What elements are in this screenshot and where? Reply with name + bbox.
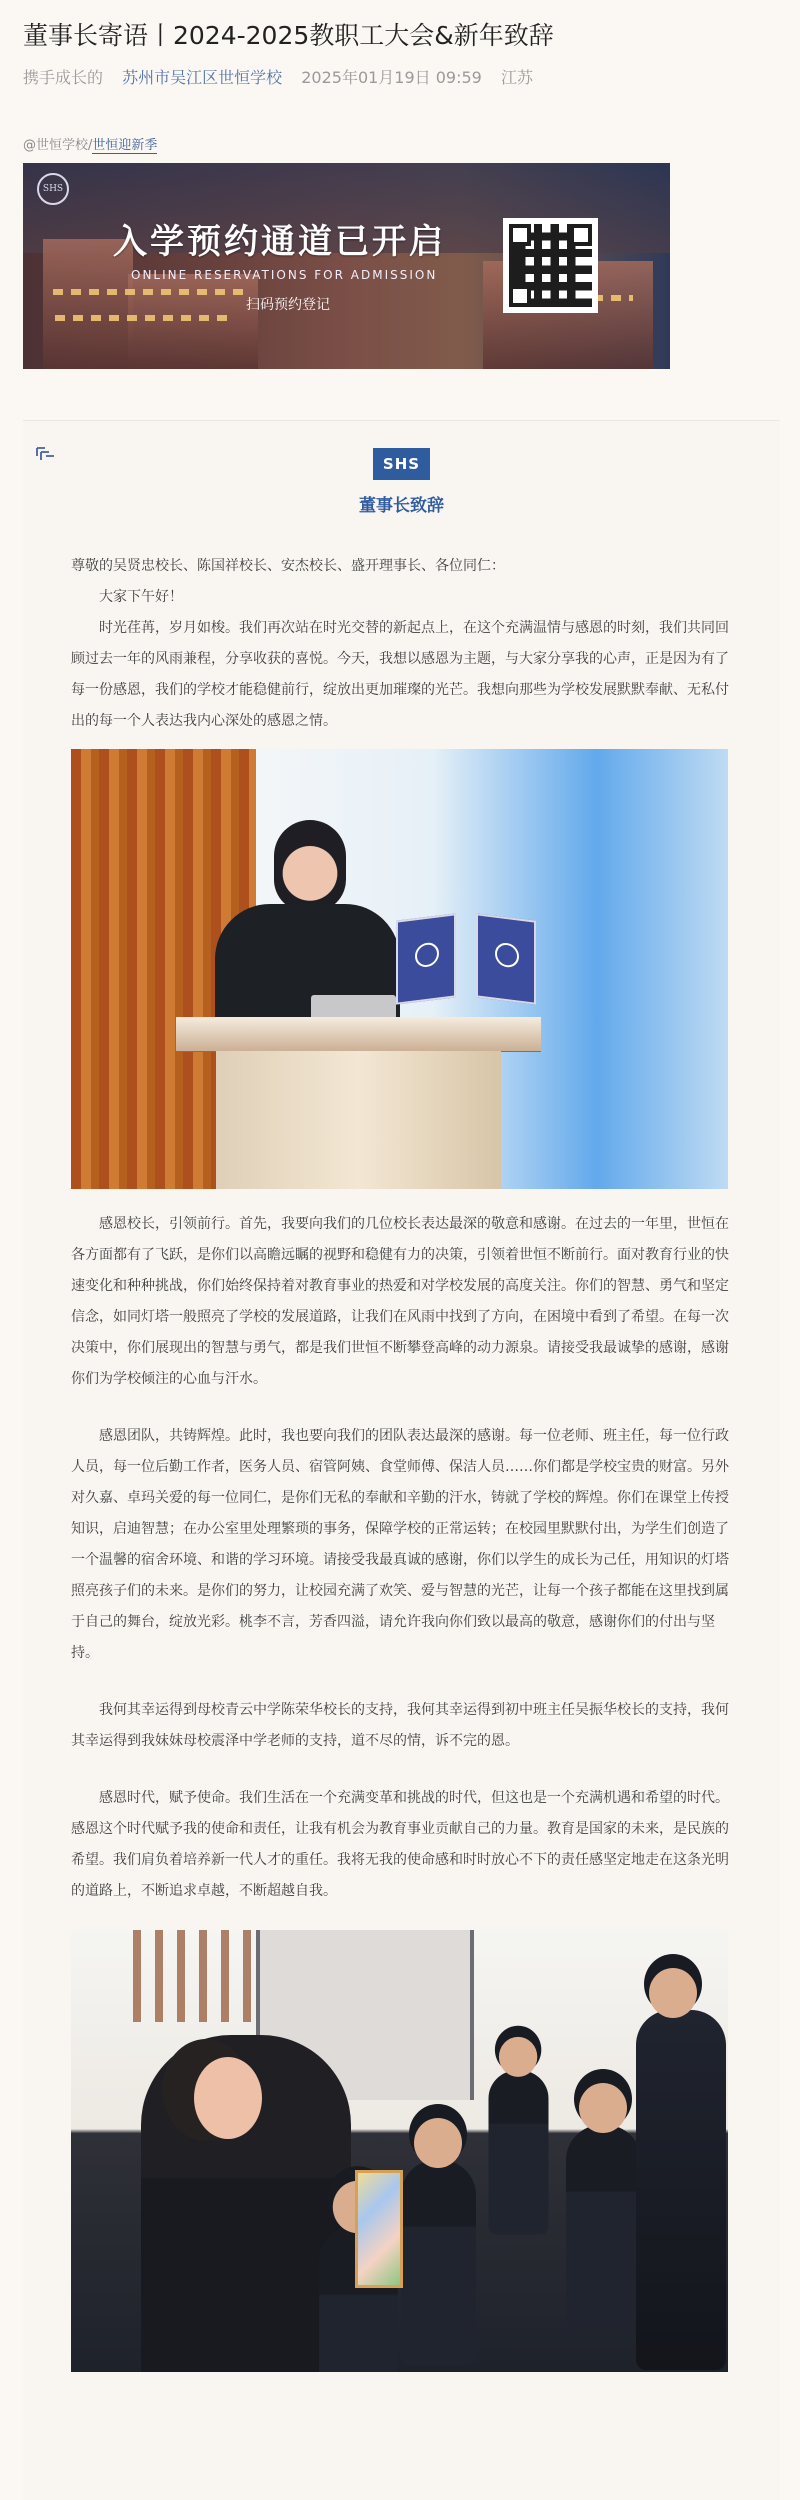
location-label: 江苏	[500, 68, 533, 87]
teacher-figure	[636, 2010, 726, 2370]
shs-badge: SHS	[373, 448, 430, 480]
students-photo	[71, 1930, 728, 2372]
banner-lights	[55, 315, 235, 321]
banner-subline: ONLINE RESERVATIONS FOR ADMISSION	[131, 268, 438, 282]
admission-banner[interactable]	[23, 163, 670, 369]
paragraph-gap	[71, 1757, 735, 1783]
corner-decoration-icon	[36, 446, 56, 464]
paragraph-gap	[71, 1669, 735, 1695]
banner-lights	[53, 289, 243, 295]
principals-paragraph: 感恩校长，引领前行。首先，我要向我们的几位校长表达最深的敬意和感谢。在过去的一年里，世恒在各方面都有了飞跃，是你们以高瞻远瞩的视野和稳健有力的决策，引领着世恒不断前行。面对教育行业的快速变化和种种挑战，你们始终保持着对教育事业的热爱和对学校发展的高度关注。你们的智慧、勇气和坚定信念，如同灯塔一般照亮了学校的发展道路，让我们在风雨中找到了方向，在困境中看到了希望。在每一次决策中，你们展现出的智慧与勇气，都是我们世恒不断攀登高峰的动力源泉。请接受我最诚挚的感谢，感谢你们为学校倾注的心血与汗水。	[71, 1216, 729, 1387]
publish-time: 2025年01月19日 09:59	[301, 68, 482, 87]
article-content-card	[23, 420, 780, 2500]
school-logo-icon: SHS	[37, 173, 69, 205]
account-link[interactable]: 苏州市吴江区世恒学校	[122, 68, 283, 87]
topic-link[interactable]: 世恒迎新季	[92, 138, 158, 153]
support-paragraph: 我何其幸运得到母校青云中学陈荣华校长的支持，我何其幸运得到初中班主任吴振华校长的支持，我何其幸运得到我妹妹母校震泽中学老师的支持，道不尽的情，诉不完的恩。	[71, 1702, 729, 1749]
hello-paragraph: 大家下午好！	[99, 589, 183, 605]
paragraph-gap	[71, 1395, 735, 1421]
era-paragraph: 感恩时代，赋予使命。我们生活在一个充满变革和挑战的时代，但这也是一个充满机遇和希望的时代。感恩这个时代赋予我的使命和责任，让我有机会为教育事业贡献自己的力量。教育是国家的未来，是民族的希望。我们肩负着培养新一代人才的重任。我将无我的使命感和时时放心不下的责任感坚定地走在这条光明的道路上，不断追求卓越，不断超越自我。	[71, 1790, 729, 1899]
podium-front	[216, 1051, 501, 1189]
speech-photo	[71, 749, 728, 1189]
speaker-head	[274, 820, 346, 912]
greeting-paragraph: 尊敬的吴贤忠校长、陈国祥校长、安杰校长、盛开理事长、各位同仁：	[71, 558, 505, 574]
intro-paragraph: 时光荏苒，岁月如梭。我们再次站在时光交替的新起点上，在这个充满温情与感恩的时刻，我们共同回顾过去一年的风雨兼程，分享收获的喜悦。今天，我想以感恩为主题，与大家分享我的心声，正是因为有了每一份感恩，我们的学校才能稳健前行，绽放出更加璀璨的光芒。我想向那些为学校发展默默奉献、无私付出的每一个人表达我内心深处的感恩之情。	[71, 620, 729, 729]
banner-headline: 入学预约通道已开启	[113, 222, 446, 262]
school-flag-icon	[396, 913, 456, 1004]
team-paragraph: 感恩团队，共铸辉煌。此时，我也要向我们的团队表达最深的感谢。每一位老师、班主任，每一位行政人员，每一位后勤工作者，医务人员、宿管阿姨、食堂师傅、保洁人员……你们都是学校宝贵的财富。另外对久嘉、卓玛关爱的每一位同仁，是你们无私的奉献和辛勤的汗水，铸就了学校的辉煌。你们在课堂上传授知识，启迪智慧；在办公室里处理繁琐的事务，保障学校的正常运转；在校园里默默付出，为学生们创造了一个温馨的宿舍环境、和谐的学习环境。请接受我最真诚的感谢，你们以学生的成长为己任，用知识的灯塔照亮孩子们的未来。是你们的努力，让校园充满了欢笑、爱与智慧的光芒，让每一个孩子都能在这里找到属于自己的舞台，绽放光彩。桃李不言，芳香四溢，请允许我向你们致以最高的敬意，感谢你们的付出与坚持。	[71, 1428, 729, 1661]
school-flag-icon	[476, 913, 536, 1004]
qr-code-pattern	[509, 224, 592, 307]
student-figure	[401, 2160, 476, 2365]
article-meta	[23, 65, 547, 88]
podium-top	[176, 1017, 541, 1051]
topic-tag-row	[23, 134, 157, 153]
qr-code[interactable]	[503, 218, 598, 313]
speech-content	[71, 551, 735, 2372]
student-figure	[566, 2125, 641, 2330]
section-title: 董事长致辞	[359, 496, 444, 516]
author-label: 携手成长的	[23, 68, 104, 87]
children-artwork	[355, 2170, 403, 2288]
topic-prefix: @世恒学校/	[23, 138, 93, 153]
article-title: 董事长寄语丨2024-2025教职工大会&新年致辞	[23, 21, 554, 50]
adult-face	[194, 2057, 262, 2139]
scan-instruction: 扫码预约登记	[246, 297, 330, 313]
student-figure	[489, 2071, 549, 2235]
